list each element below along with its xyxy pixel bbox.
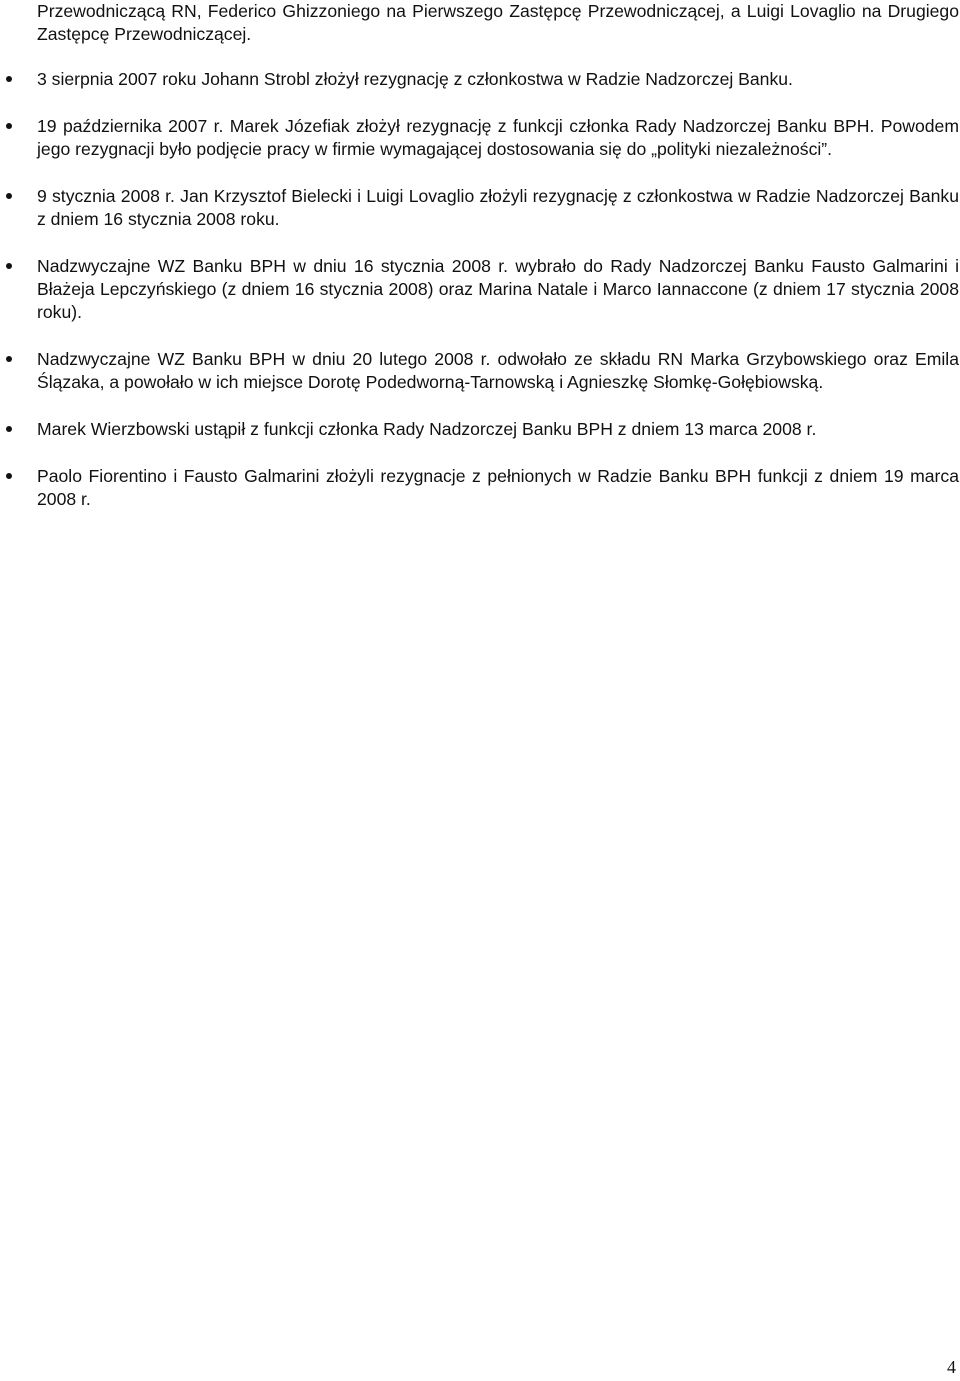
bullet-icon xyxy=(6,473,12,479)
list-item-text: 3 sierpnia 2007 roku Johann Strobl złożył rezygnację z członkostwa w Radzie Nadzorczej Banku. xyxy=(37,69,793,89)
list-item xyxy=(0,115,959,161)
bullet-icon xyxy=(6,76,12,82)
list-item-text: Nadzwyczajne WZ Banku BPH w dniu 16 stycznia 2008 r. wybrało do Rady Nadzorczej Banku Fausto Galmarini i Błażeja Lepczyńskiego (z dniem 16 stycznia 2008) oraz Marina Natale i Marco Iannaccone (z dniem 17 stycznia 2008 roku). xyxy=(37,256,959,322)
bullet-icon xyxy=(6,426,12,432)
bullet-icon xyxy=(6,356,12,362)
page-number: 4 xyxy=(947,1357,956,1377)
list-item xyxy=(0,68,959,91)
list-item-text: Marek Wierzbowski ustąpił z funkcji członka Rady Nadzorczej Banku BPH z dniem 13 marca 2008 r. xyxy=(37,419,817,439)
list-item-text: 19 października 2007 r. Marek Józefiak złożył rezygnację z funkcji członka Rady Nadzorczej Banku BPH. Powodem jego rezygnacji było podjęcie pracy w firmie wymagającej dostosowania się do „polityki niezależności”. xyxy=(37,116,959,159)
list-item xyxy=(0,348,959,394)
bullet-icon xyxy=(6,193,12,199)
list-item xyxy=(0,255,959,324)
bullet-icon xyxy=(6,123,12,129)
continuation-paragraph: Przewodniczącą RN, Federico Ghizzoniego na Pierwszego Zastępcę Przewodniczącej, a Luigi Lovaglio na Drugiego Zastępcę Przewodniczącej. xyxy=(37,1,959,44)
bullet-list xyxy=(0,68,960,535)
bullet-icon xyxy=(6,263,12,269)
list-item xyxy=(0,185,959,231)
list-item xyxy=(0,465,959,511)
list-item-text: Nadzwyczajne WZ Banku BPH w dniu 20 lutego 2008 r. odwołało ze składu RN Marka Grzybowskiego oraz Emila Ślązaka, a powołało w ich miejsce Dorotę Podedworną-Tarnowską i Agnieszkę Słomkę-Gołębiowską. xyxy=(37,349,959,392)
list-item-text: Paolo Fiorentino i Fausto Galmarini złożyli rezygnacje z pełnionych w Radzie Banku BPH funkcji z dniem 19 marca 2008 r. xyxy=(37,466,959,509)
list-item xyxy=(0,418,959,441)
list-item-text: 9 stycznia 2008 r. Jan Krzysztof Bielecki i Luigi Lovaglio złożyli rezygnację z członkostwa w Radzie Nadzorczej Banku z dniem 16 stycznia 2008 roku. xyxy=(37,186,959,229)
